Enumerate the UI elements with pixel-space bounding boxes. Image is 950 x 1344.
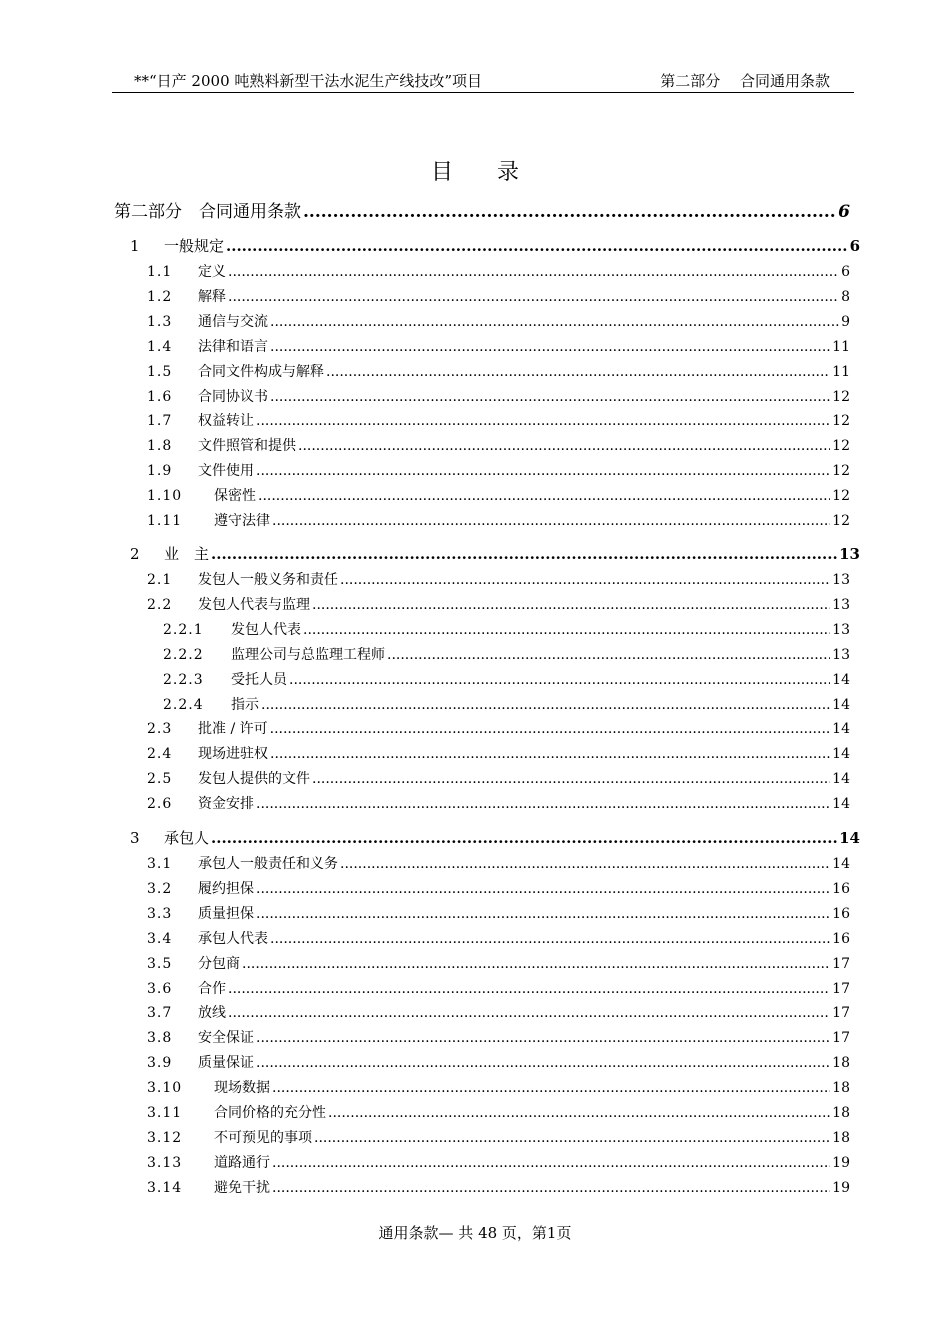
toc-entry-label: 现场数据 <box>214 1080 270 1097</box>
toc-entry[interactable] <box>147 1002 850 1022</box>
toc-entry-number: 1.9 <box>147 463 173 480</box>
toc-page-number: 12 <box>832 488 850 505</box>
toc-entry-number: 1.5 <box>147 363 173 380</box>
toc-page-number: 6 <box>838 202 850 222</box>
toc-entry[interactable] <box>147 510 850 530</box>
toc-entry[interactable] <box>147 569 850 589</box>
toc-entry[interactable] <box>147 1152 850 1172</box>
toc-section-label: 业 主 <box>164 545 210 563</box>
toc-entry-label: 道路通行 <box>214 1154 270 1171</box>
toc-page-number: 12 <box>832 513 850 529</box>
toc-section-entry[interactable] <box>130 543 860 564</box>
toc-page-number: 12 <box>832 413 850 430</box>
toc-page-number: 14 <box>839 829 860 847</box>
toc-leader <box>340 572 830 588</box>
toc-leader <box>272 1080 830 1096</box>
toc-entry-number: 2.1 <box>147 572 173 588</box>
toc-page-number: 18 <box>832 1055 850 1072</box>
toc-section-number: 3 <box>130 829 140 847</box>
toc-leader <box>270 746 830 762</box>
toc-entry-number: 3.14 <box>147 1179 183 1196</box>
toc-page-number: 14 <box>832 671 850 688</box>
toc-entry-number: 1.8 <box>147 438 173 455</box>
toc-entry-number: 1.3 <box>147 313 173 330</box>
toc-entry-label: 现场进驻权 <box>198 746 268 763</box>
toc-entry[interactable] <box>147 768 850 788</box>
toc-entry[interactable] <box>147 853 850 873</box>
toc-entry-number: 2.6 <box>147 796 173 813</box>
toc-leader <box>272 1155 830 1171</box>
toc-leader <box>328 1105 830 1121</box>
toc-page-number: 16 <box>832 905 850 922</box>
toc-entry-number: 3.4 <box>147 930 173 947</box>
toc-page-number: 9 <box>841 313 850 330</box>
toc-entry-label: 质量保证 <box>198 1055 254 1072</box>
toc-page-number: 14 <box>832 696 850 713</box>
toc-entry-number: 3.5 <box>147 955 173 972</box>
toc-page-number: 18 <box>832 1129 850 1146</box>
toc-entry-label: 避免干扰 <box>214 1179 270 1196</box>
toc-page-number: 14 <box>832 746 850 763</box>
toc-leader <box>261 697 830 713</box>
toc-entry-label: 发包人一般义务和责任 <box>198 572 338 588</box>
toc-leader <box>256 463 830 479</box>
toc-page-number: 11 <box>832 363 850 380</box>
toc-entry-label: 放线 <box>198 1005 226 1022</box>
toc-page-number: 13 <box>832 646 850 663</box>
toc-entry-label: 受托人员 <box>231 671 287 688</box>
toc-leader <box>387 647 830 663</box>
toc-page-number: 17 <box>832 980 850 997</box>
toc-leader <box>258 488 830 504</box>
toc-entry-number: 2.3 <box>147 721 173 738</box>
toc-leader <box>256 906 830 922</box>
toc-entry[interactable] <box>147 1077 850 1097</box>
toc-page-number: 12 <box>832 438 850 455</box>
toc-entry-number: 1.10 <box>147 488 183 505</box>
toc-title: 目录 <box>430 160 563 185</box>
toc-entry-number: 1.7 <box>147 413 173 430</box>
toc-part-entry[interactable] <box>114 197 850 222</box>
toc-entry[interactable] <box>147 485 850 505</box>
header-project-title: **“日产 2000 吨熟料新型干法水泥生产线技改”项目 <box>134 72 483 90</box>
toc-leader <box>211 829 837 847</box>
header-section-title: 第二部分 合同通用条款 <box>660 72 830 90</box>
toc-entry[interactable] <box>147 1127 850 1147</box>
toc-page-number: 19 <box>832 1154 850 1171</box>
toc-entry[interactable] <box>147 928 850 948</box>
toc-leader <box>303 202 836 222</box>
toc-leader <box>326 364 830 380</box>
toc-page-number: 6 <box>841 264 850 280</box>
toc-page-number: 18 <box>832 1105 850 1121</box>
toc-entry[interactable] <box>147 286 850 306</box>
toc-entry-label: 发包人提供的文件 <box>198 771 310 788</box>
toc-entry[interactable] <box>147 261 850 281</box>
toc-entry-label: 资金安排 <box>198 796 254 813</box>
toc-entry-number: 3.11 <box>147 1105 183 1121</box>
toc-page-number: 16 <box>832 880 850 897</box>
toc-entry-number: 1.6 <box>147 388 173 405</box>
toc-entry[interactable] <box>147 903 850 923</box>
toc-entry-label: 发包人代表与监理 <box>198 596 310 613</box>
toc-entry-number: 1.11 <box>147 513 183 529</box>
toc-entry-number: 3.10 <box>147 1080 183 1097</box>
toc-page-number: 12 <box>832 388 850 405</box>
toc-page-number: 14 <box>832 771 850 788</box>
toc-leader <box>314 1130 830 1146</box>
toc-leader <box>272 1180 830 1196</box>
toc-leader <box>228 981 830 997</box>
toc-leader <box>270 389 830 405</box>
toc-leader <box>270 721 831 737</box>
toc-entry-label: 承包人一般责任和义务 <box>198 856 338 872</box>
toc-leader <box>270 931 830 947</box>
toc-entry-number: 3.1 <box>147 856 173 872</box>
page-header <box>112 68 854 93</box>
toc-entry-number: 2.2.2 <box>163 646 204 663</box>
toc-entry-label: 法律和语言 <box>198 338 268 355</box>
toc-entry-label: 安全保证 <box>198 1030 254 1047</box>
toc-page-number: 18 <box>832 1080 850 1097</box>
toc-leader <box>289 672 830 688</box>
toc-section-number: 2 <box>130 545 140 563</box>
toc-leader <box>270 314 839 330</box>
toc-entry-label: 发包人代表 <box>231 621 301 638</box>
toc-page-number: 16 <box>832 930 850 947</box>
toc-entry-number: 3.13 <box>147 1154 183 1171</box>
toc-leader <box>228 289 839 305</box>
toc-entry-number: 3.2 <box>147 880 173 897</box>
toc-entry[interactable] <box>147 878 850 898</box>
toc-entry-number: 3.6 <box>147 980 173 997</box>
toc-entry[interactable] <box>147 361 850 381</box>
toc-leader <box>228 1005 830 1021</box>
toc-section-entry[interactable] <box>130 235 860 256</box>
toc-entry-label: 合同价格的充分性 <box>214 1105 326 1121</box>
toc-entry-label: 通信与交流 <box>198 313 268 330</box>
toc-entry-label: 保密性 <box>214 488 256 505</box>
toc-entry[interactable] <box>147 336 850 356</box>
toc-entry[interactable] <box>163 619 850 639</box>
toc-entry[interactable] <box>147 594 850 614</box>
toc-entry[interactable] <box>147 1177 850 1197</box>
toc-entry-label: 合同文件构成与解释 <box>198 363 324 380</box>
toc-entry[interactable] <box>147 743 850 763</box>
toc-leader <box>228 264 839 280</box>
toc-leader <box>298 438 830 454</box>
toc-entry[interactable] <box>163 644 850 664</box>
toc-page-number: 13 <box>832 596 850 613</box>
toc-entry-number: 1.4 <box>147 338 173 355</box>
toc-entry-label: 不可预见的事项 <box>214 1129 312 1146</box>
toc-page-number: 12 <box>832 463 850 480</box>
toc-entry[interactable] <box>147 410 850 430</box>
toc-leader <box>312 771 830 787</box>
toc-entry[interactable] <box>147 1052 850 1072</box>
toc-leader <box>256 413 830 429</box>
toc-page-number: 14 <box>832 721 850 738</box>
toc-page-number: 13 <box>839 545 860 563</box>
toc-entry-number: 2.2 <box>147 596 173 613</box>
toc-entry-label: 合同协议书 <box>198 388 268 405</box>
toc-entry[interactable] <box>147 460 850 480</box>
toc-entry[interactable] <box>147 311 850 331</box>
toc-page-number: 13 <box>832 572 850 588</box>
toc-entry-number: 2.4 <box>147 746 173 763</box>
toc-leader <box>242 956 830 972</box>
toc-leader <box>256 881 830 897</box>
toc-entry[interactable] <box>163 669 850 689</box>
toc-leader <box>272 513 830 529</box>
toc-entry-number: 3.3 <box>147 905 173 922</box>
toc-entry-number: 1.2 <box>147 288 173 305</box>
toc-entry-label: 监理公司与总监理工程师 <box>231 646 385 663</box>
toc-entry-number: 3.12 <box>147 1129 183 1146</box>
toc-entry-label: 履约担保 <box>198 880 254 897</box>
toc-leader <box>256 796 830 812</box>
toc-page-number: 17 <box>832 1005 850 1022</box>
toc-page-number: 14 <box>832 856 850 872</box>
toc-page-number: 11 <box>832 338 850 355</box>
toc-leader <box>303 622 830 638</box>
toc-page-number: 8 <box>841 288 850 305</box>
toc-entry[interactable] <box>147 1027 850 1047</box>
toc-leader <box>270 339 830 355</box>
toc-entry[interactable] <box>147 386 850 406</box>
toc-leader <box>256 1030 830 1046</box>
toc-page-number: 14 <box>832 796 850 813</box>
toc-section-entry[interactable] <box>130 827 860 848</box>
toc-entry[interactable] <box>147 978 850 998</box>
toc-entry-number: 2.2.4 <box>163 696 204 713</box>
toc-entry[interactable] <box>147 793 850 813</box>
toc-entry-number: 3.7 <box>147 1005 173 1022</box>
toc-entry-label: 解释 <box>198 288 226 305</box>
toc-leader <box>340 856 830 872</box>
toc-entry-number: 3.8 <box>147 1030 173 1047</box>
toc-entry-label: 文件使用 <box>198 463 254 480</box>
toc-entry[interactable] <box>147 953 850 973</box>
toc-section-label: 承包人 <box>164 829 210 847</box>
toc-entry-number: 2.2.1 <box>163 621 204 638</box>
toc-section-number: 1 <box>130 237 140 255</box>
toc-entry-label: 权益转让 <box>198 413 254 430</box>
toc-entry-label: 遵守法律 <box>214 513 270 529</box>
toc-page-number: 17 <box>832 955 850 972</box>
toc-leader <box>211 545 837 563</box>
toc-entry-label: 质量担保 <box>198 905 254 922</box>
toc-entry[interactable] <box>163 694 850 714</box>
toc-page-number: 13 <box>832 621 850 638</box>
toc-entry-number: 2.2.3 <box>163 671 204 688</box>
toc-page-number: 19 <box>832 1179 850 1196</box>
toc-leader <box>256 1055 830 1071</box>
toc-section-label: 一般规定 <box>164 237 225 255</box>
toc-entry-label: 承包人代表 <box>198 930 268 947</box>
toc-entry-label: 分包商 <box>198 955 240 972</box>
toc-page-number: 6 <box>849 237 860 255</box>
toc-entry-label: 定义 <box>198 264 226 280</box>
toc-entry-label: 合作 <box>198 980 226 997</box>
toc-entry-label: 指示 <box>231 696 259 713</box>
toc-part-label: 第二部分 合同通用条款 <box>114 202 301 222</box>
toc-entry[interactable] <box>147 435 850 455</box>
toc-leader <box>226 237 848 255</box>
toc-entry-number: 1.1 <box>147 264 173 280</box>
toc-page-number: 17 <box>832 1030 850 1047</box>
toc-entry-number: 3.9 <box>147 1055 173 1072</box>
toc-leader <box>312 597 830 613</box>
toc-entry[interactable] <box>147 1102 850 1122</box>
toc-entry-label: 批准 / 许可 <box>198 721 268 738</box>
toc-entry-number: 2.5 <box>147 771 173 788</box>
toc-entry-label: 文件照管和提供 <box>198 438 296 455</box>
page-footer: 通用条款— 共 48 页，第1页 <box>378 1224 572 1242</box>
toc-entry[interactable] <box>147 718 850 738</box>
